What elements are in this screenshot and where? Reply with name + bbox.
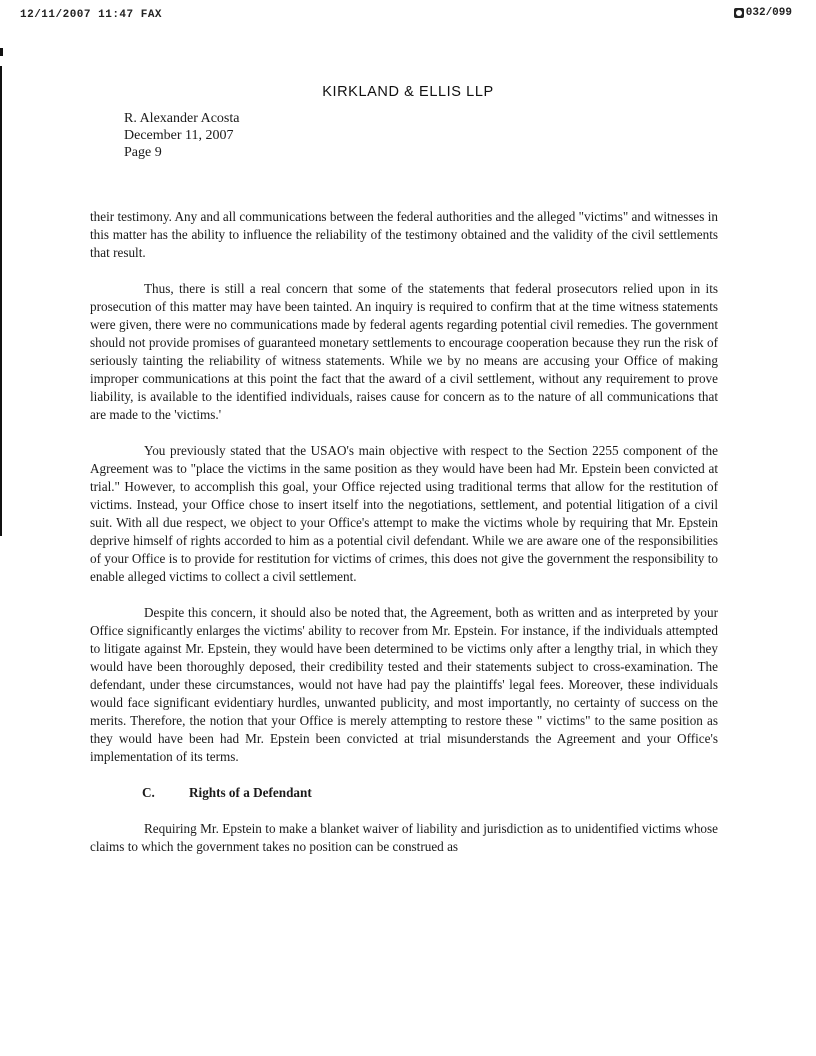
fax-page-number: 032/099	[745, 7, 792, 19]
paragraph-5: Requiring Mr. Epstein to make a blanket waiver of liability and jurisdiction as to unidentified victims whose claims to which the government takes no position can be construed as	[90, 821, 718, 854]
recipient-block	[124, 110, 239, 161]
scan-edge-mark	[0, 48, 3, 56]
paragraph-4: Despite this concern, it should also be noted that, the Agreement, both as written and as interpreted by your Office significantly enlarges the victims' ability to recover from Mr. Epstein. For instance, if the individuals attempted to litigate against Mr. Epstein, they would have been determined to be victims only after a lengthy trial, in which they would have been thoroughly deposed, their credibility tested and their statements subject to cross-examination. The defendant, under these circumstances, would not have had pay the plaintiffs' legal fees. Moreover, these individuals would face significant evidentiary hurdles, unwanted publicity, and most importantly, no certainty of success on the merits. Therefore, the notion that your Office is merely attempting to restore these " victims" to the same position as they would have been had Mr. Epstein been convicted at trial misunderstands the Agreement and your Office's implementation of its terms.	[90, 605, 718, 764]
section-letter: C.	[142, 785, 155, 800]
paragraph-3: You previously stated that the USAO's main objective with respect to the Section 2255 component of the Agreement was to "place the victims in the same position as they would have been had Mr. Epstein been convicted at trial." However, to accomplish this goal, your Office rejected using traditional terms that allow for the restitution of victims. Instead, your Office chose to insert itself into the negotiations, settlement, and potential litigation of a civil suit. With all due respect, we object to your Office's attempt to make the victims whole by requiring that Mr. Epstein deprive himself of rights accorded to him as a potential civil defendant. While we are aware one of the responsibilities of your Office is to provide for restitution for victims of crimes, this does not give the government the responsibility to enable alleged victims to collect a civil settlement.	[90, 443, 718, 584]
section-title: Rights of a Defendant	[189, 785, 312, 800]
paragraph-2: Thus, there is still a real concern that some of the statements that federal prosecutors relied upon in its prosecution of this matter may have been tainted. An inquiry is required to confirm that at the time witness statements were given, there were no communications made by federal agents regarding potential civil remedies. The government should not provide promises of guaranteed monetary settlements to encourage cooperation because they run the risk of seriously tainting the reliability of witness statements. While we by no means are accusing your Office of making improper communications at this point the fact that the award of a civil settlement, without any requirement to prove liability, is available to the identified individuals, raises cause for concern as to the nature of all communications that are made to the 'victims.'	[90, 281, 718, 422]
paragraph-1: their testimony. Any and all communications between the federal authorities and the alleged "victims" and witnesses in this matter has the ability to influence the reliability of the testimony obtained and the validity of the civil settlements that result.	[90, 209, 718, 260]
fax-page-icon	[734, 8, 744, 18]
page-number: Page 9	[124, 145, 162, 160]
letter-date: December 11, 2007	[124, 128, 234, 143]
fax-timestamp: 12/11/2007 11:47 FAX	[20, 9, 163, 21]
section-heading	[142, 784, 718, 802]
fax-page-counter	[734, 7, 792, 19]
letterhead: KIRKLAND & ELLIS LLP	[322, 84, 494, 100]
recipient-name: R. Alexander Acosta	[124, 111, 240, 126]
letter-body	[90, 208, 718, 856]
scan-edge-mark	[0, 66, 2, 536]
